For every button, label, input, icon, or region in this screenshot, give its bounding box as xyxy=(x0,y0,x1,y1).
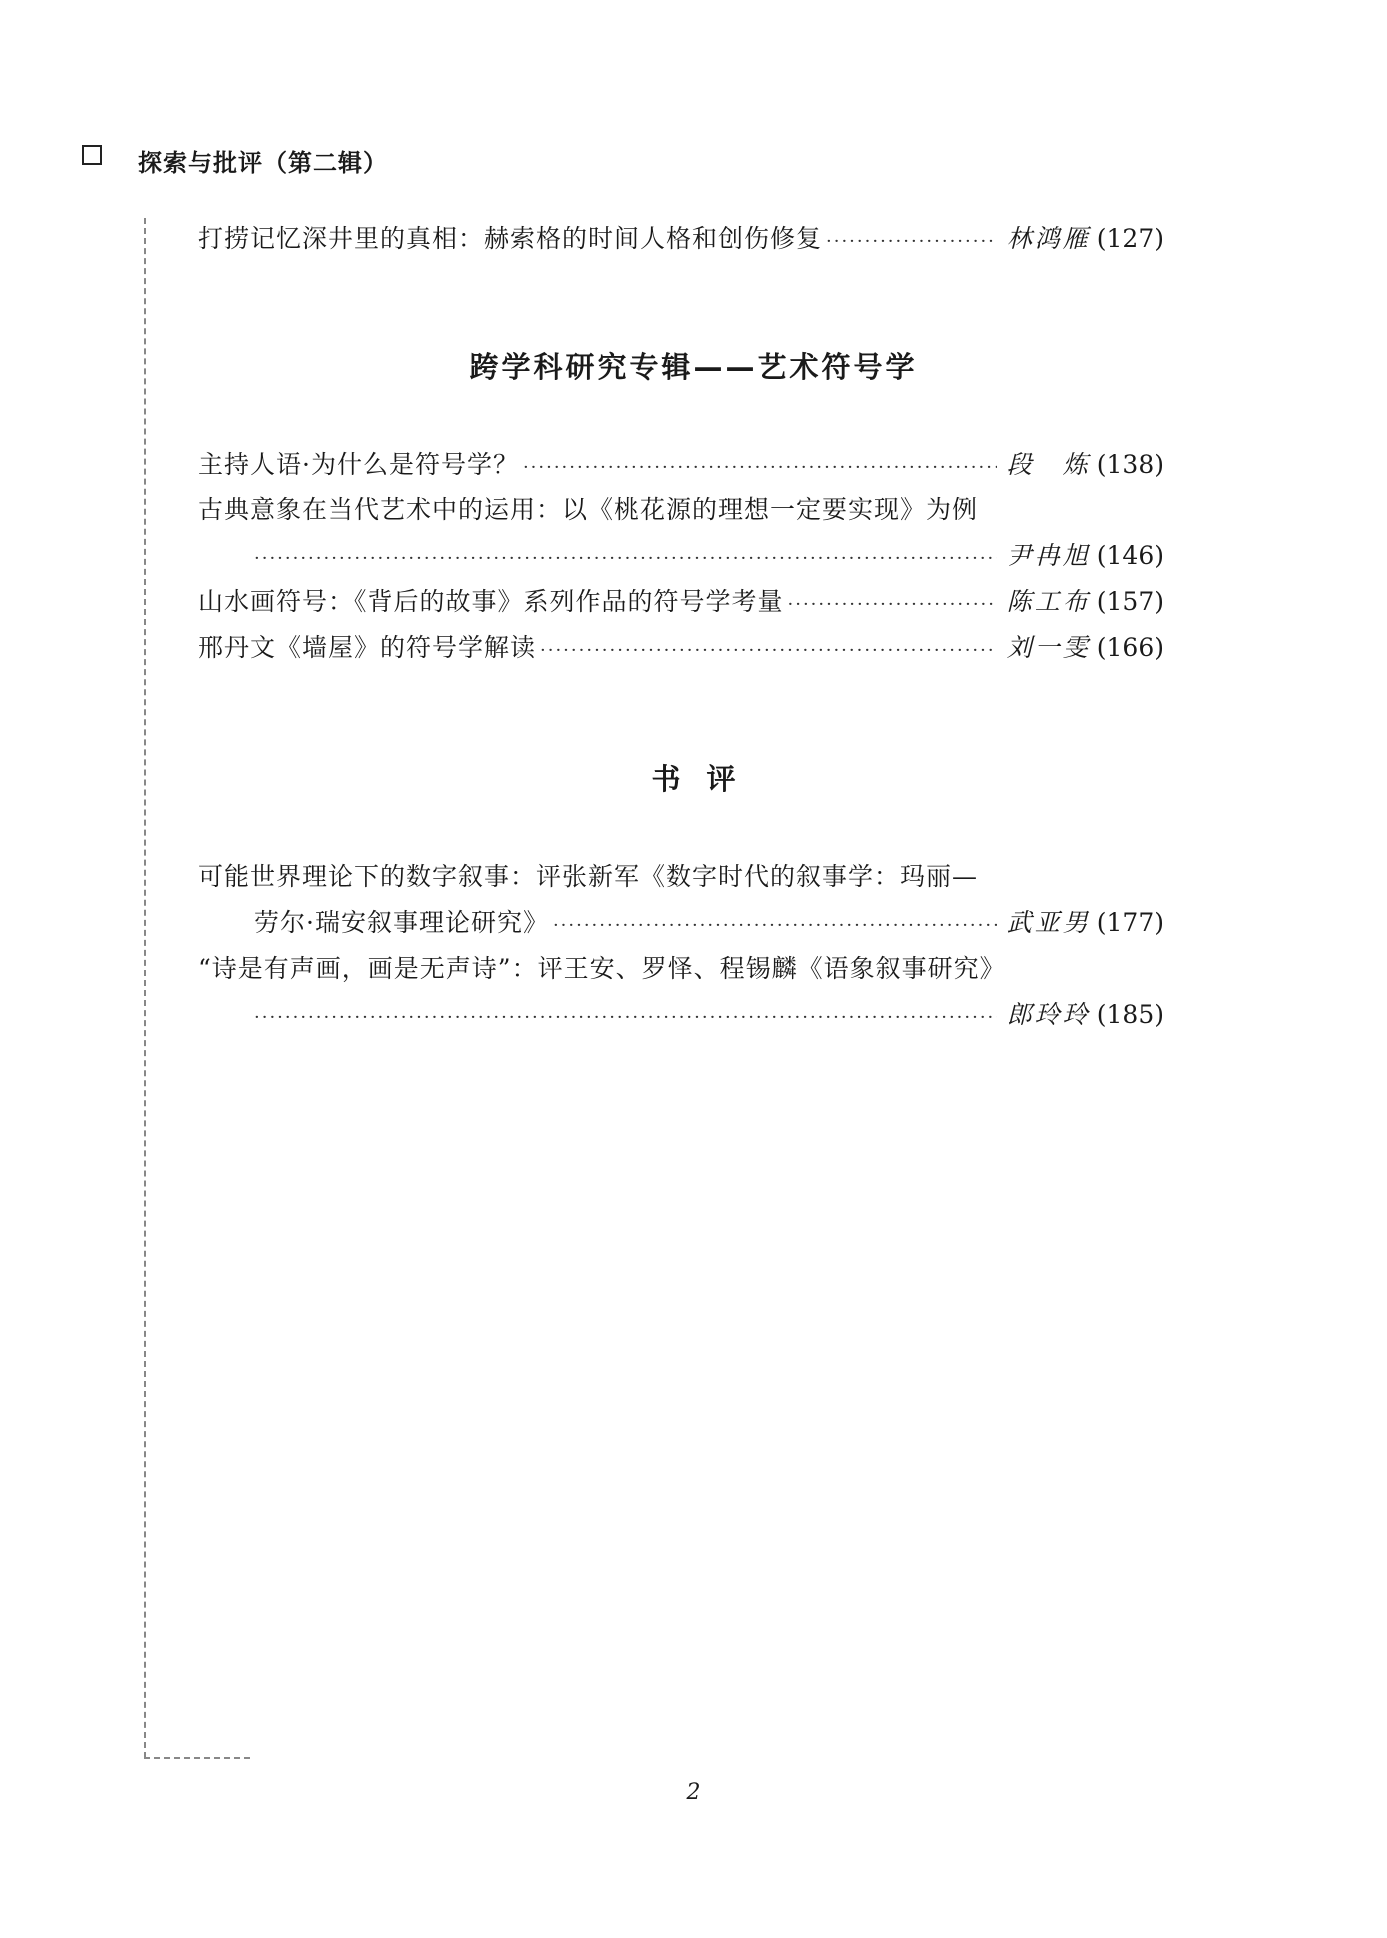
dot-leader xyxy=(254,1001,997,1035)
entry-author: 林鸿雁 xyxy=(1006,224,1091,253)
dot-leader xyxy=(523,451,997,485)
entry-page: (166) xyxy=(1096,633,1164,662)
toc-entry[interactable] xyxy=(198,585,1164,622)
entry-title: 邢丹文《墙屋》的符号学解读 xyxy=(198,633,537,662)
entry-page: (138) xyxy=(1096,450,1164,479)
entry-author: 段 炼 xyxy=(1006,450,1091,479)
entry-title: 打捞记忆深井里的真相：赫索格的时间人格和创伤修复 xyxy=(198,224,823,253)
entry-title[interactable]: “诗是有声画，画是无声诗”：评王安、罗怿、程锡麟《语象叙事研究》 xyxy=(198,954,1006,983)
entry-title[interactable]: 古典意象在当代艺术中的运用：以《桃花源的理想一定要实现》为例 xyxy=(198,495,979,524)
entry-author: 尹冉旭 xyxy=(1006,541,1091,570)
dot-leader xyxy=(788,588,997,622)
toc-entry[interactable] xyxy=(198,448,1164,485)
entry-page: (177) xyxy=(1096,908,1164,937)
entry-page: (127) xyxy=(1096,224,1164,253)
dot-leader xyxy=(540,634,997,668)
entry-author: 陈工布 xyxy=(1006,587,1091,616)
toc-entry-continuation[interactable] xyxy=(254,906,1164,943)
entry-title: 山水画符号：《背后的故事》系列作品的符号学考量 xyxy=(198,587,784,616)
section-heading: 书评 xyxy=(651,762,762,796)
entry-author: 武亚男 xyxy=(1006,908,1091,937)
entry-page: (157) xyxy=(1096,587,1164,616)
header-checkbox-icon xyxy=(82,145,102,165)
entry-author: 郎玲玲 xyxy=(1006,1000,1091,1029)
page-number: 2 xyxy=(686,1780,701,1805)
entry-author: 刘一雯 xyxy=(1006,633,1091,662)
toc-entry[interactable] xyxy=(198,631,1164,668)
entry-page: (146) xyxy=(1096,541,1164,570)
margin-dashed-line xyxy=(144,218,146,1758)
dot-leader xyxy=(553,909,997,943)
toc-entry[interactable] xyxy=(198,222,1164,259)
running-header-title: 探索与批评（第二辑） xyxy=(138,149,388,177)
section-heading: 跨学科研究专辑——艺术符号学 xyxy=(469,350,918,384)
toc-entry-continuation[interactable] xyxy=(254,998,1164,1035)
entry-title[interactable]: 可能世界理论下的数字叙事：评张新军《数字时代的叙事学：玛丽— xyxy=(198,862,979,891)
toc-entry-continuation[interactable] xyxy=(254,539,1164,576)
entry-title-continuation: 劳尔·瑞安叙事理论研究》 xyxy=(254,908,549,937)
entry-title: 主持人语·为什么是符号学？ xyxy=(198,450,519,479)
margin-dashed-foot xyxy=(144,1757,250,1759)
dot-leader xyxy=(826,225,997,259)
dot-leader xyxy=(254,542,997,576)
entry-page: (185) xyxy=(1096,1000,1164,1029)
